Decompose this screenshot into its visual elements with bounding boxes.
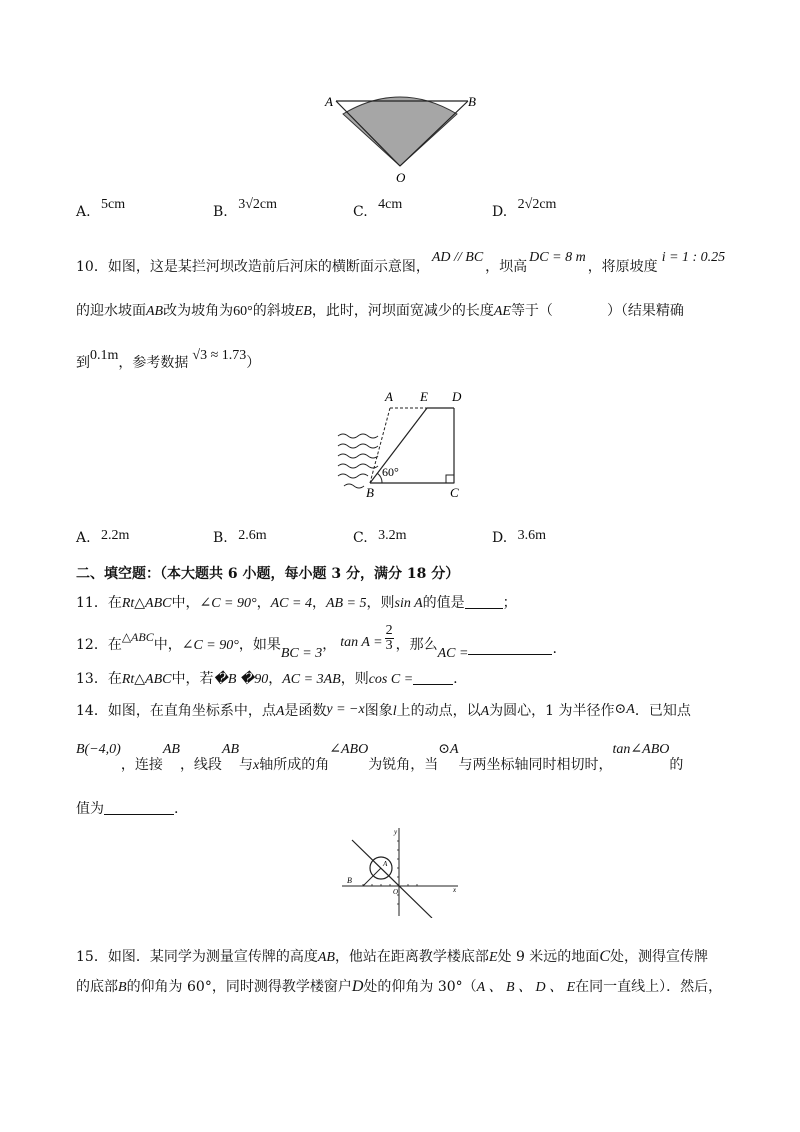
q10-option-d	[492, 530, 546, 547]
condition: AC = 4	[270, 596, 312, 611]
q14-text: ，线段	[179, 757, 222, 773]
slope-ratio: i = 1 : 0.25	[661, 250, 726, 265]
q10-text: ，参考数据	[118, 355, 189, 371]
line-l	[352, 840, 432, 918]
label-c: C	[450, 485, 459, 500]
option-value: 3√2cm	[238, 197, 277, 212]
q14-text: .	[174, 801, 179, 817]
option-letter: C.	[353, 530, 368, 546]
option-value: 2.2m	[101, 528, 130, 543]
q11-text: ，则	[366, 595, 395, 611]
answer-blank	[465, 594, 503, 609]
option-letter: B.	[213, 204, 228, 220]
point-e: E	[488, 950, 498, 965]
q14-text: 上的动点，以	[396, 703, 481, 719]
q12-text: ，如果	[238, 636, 281, 653]
q14-text: 14．如图，在直角坐标系中，点	[76, 703, 276, 719]
angle-abo: ∠ABO	[329, 742, 369, 757]
option-value: 3.2m	[378, 528, 407, 543]
segment-ab: AB	[146, 304, 164, 319]
q12-text: ，	[322, 636, 337, 653]
q12-text: 12．在	[76, 636, 122, 653]
q14-text: 值为	[76, 801, 104, 817]
shaded-sector	[343, 97, 457, 166]
q11-text: ，	[256, 595, 271, 611]
query: cos C =	[368, 672, 414, 687]
option-value: 4cm	[378, 197, 403, 212]
q15-text: 的底部	[76, 979, 118, 995]
triangle: Rt△ABC	[121, 672, 172, 687]
q13-text: .	[453, 671, 458, 687]
q14-text: 轴所成的角	[259, 757, 330, 773]
right-angle-mark	[446, 475, 454, 483]
circle-a: ⊙A	[438, 742, 459, 757]
triangle: △ABC	[121, 629, 154, 644]
label-o: O	[396, 170, 406, 185]
condition: AC = 3AB	[282, 672, 341, 687]
point-a: A	[480, 704, 490, 719]
sector-figure	[320, 90, 490, 185]
q13-text: ，则	[340, 671, 369, 687]
q14-text: ，连接	[120, 757, 163, 773]
segment-eb: EB	[294, 304, 312, 319]
label-y: y	[394, 828, 398, 836]
q15-text: 处 9 米远的地面	[497, 949, 600, 965]
q9-option-d	[492, 197, 557, 221]
point-d: D	[351, 978, 364, 995]
q10-text: ，坝高	[485, 259, 528, 275]
q10-text: 改为坡角为	[163, 303, 234, 319]
q10-text: 10．如图，这是某拦河坝改造前后河床的横断面示意图，	[76, 259, 430, 275]
label-o: O	[393, 888, 399, 896]
query: sin A	[394, 596, 423, 611]
option-value: 3.6m	[517, 528, 547, 543]
point-c: C	[599, 948, 610, 965]
q14-line-3	[76, 798, 178, 818]
segment-ab: AB	[317, 950, 335, 965]
option-letter: D.	[492, 204, 508, 220]
q10-text: ）	[246, 355, 261, 371]
q13-text: 13．在	[76, 671, 122, 687]
q15-text: 处的仰角为 30°（	[363, 979, 477, 995]
parallel-condition: AD // BC	[431, 250, 484, 265]
condition: BC = 3	[280, 645, 323, 661]
q10-text: ）（结果精确	[606, 303, 684, 319]
answer-blank	[104, 800, 174, 815]
q14-line-2	[76, 742, 683, 782]
point-b: B	[118, 980, 127, 995]
label-angle: 60°	[382, 465, 399, 479]
q10-line-2	[76, 300, 684, 320]
dam-height: DC = 8 m	[529, 250, 586, 265]
numerator: 2	[385, 623, 393, 638]
triangle: Rt△ABC	[121, 596, 172, 611]
precision: 0.1m	[90, 348, 119, 363]
q15-line-1	[76, 946, 708, 966]
point-list: A 、 B 、 D 、 E	[476, 980, 576, 995]
q15-text: 15．如图．某同学为测量宣传牌的高度	[76, 949, 318, 965]
tan-expression: tan A =	[340, 634, 383, 650]
q12-text: .	[552, 640, 557, 657]
option-value: 2.6m	[238, 528, 267, 543]
q10-text: ，将原坡度	[587, 259, 658, 275]
q10-option-c	[353, 530, 407, 547]
label-a: A	[325, 94, 333, 109]
option-letter: D.	[492, 530, 508, 546]
q10-line-1	[76, 250, 726, 276]
q14-text: 与	[239, 757, 254, 773]
q14-text: 是函数	[284, 703, 327, 719]
denominator: 3	[385, 638, 393, 653]
option-value: 2√2cm	[517, 197, 557, 212]
q10-text: 的迎水坡面	[76, 303, 146, 319]
q10-text: 到	[76, 355, 90, 371]
q11-text: ，	[311, 595, 326, 611]
question-11	[76, 592, 517, 612]
segment-ab: AB	[162, 742, 180, 757]
option-letter: B.	[213, 530, 228, 546]
line-l: l	[392, 704, 397, 719]
circle-a: ⊙A	[614, 702, 635, 717]
fraction	[385, 624, 394, 653]
question-13	[76, 668, 458, 688]
q10-option-b	[213, 530, 267, 547]
condition: AB = 5	[325, 596, 367, 611]
point-b: B(−4,0)	[76, 742, 121, 757]
segment-ab: AB	[221, 742, 240, 757]
label-e: E	[420, 389, 428, 404]
q9-option-b	[213, 197, 277, 221]
option-letter: A.	[76, 530, 91, 546]
label-a: A	[385, 389, 393, 404]
label-b: B	[366, 485, 374, 500]
q15-text: 处，测得宣传牌	[609, 949, 708, 965]
q14-text: ．已知点	[634, 703, 691, 719]
q14-text: 与两坐标轴同时相切时，	[458, 757, 613, 773]
q10-text: 的斜坡	[252, 303, 295, 319]
question-12	[76, 624, 557, 660]
q10-option-a	[76, 530, 129, 547]
q13-text: 中，若	[171, 671, 214, 687]
condition: ∠C = 90°	[181, 637, 239, 653]
label-d: D	[452, 389, 462, 404]
section-title: 二、填空题：（本大题共 6 小题，每小题 3 分，满分 18 分）	[76, 566, 460, 582]
reference-value: √3 ≈ 1.73	[192, 348, 247, 363]
segment-ab	[363, 868, 381, 886]
query: AC =	[437, 645, 469, 661]
point-a: A	[275, 704, 285, 719]
q14-text: 为圆心，1 为半径作	[489, 703, 615, 719]
tan-abo: tan∠ABO	[612, 742, 670, 757]
label-a: A	[383, 860, 388, 868]
function: y = −x	[326, 702, 365, 717]
q15-text: 在同一直线上）．然后，	[575, 979, 723, 995]
coordinate-figure	[340, 826, 460, 918]
angle-60: 60°	[233, 304, 253, 319]
answer-blank	[468, 640, 552, 655]
q9-option-a	[76, 197, 126, 221]
q11-text: 11．在	[76, 595, 122, 611]
q15-text: 的仰角为 60°，同时测得教学楼窗户	[126, 979, 352, 995]
label-b: B	[468, 94, 476, 109]
label-x: x	[453, 886, 457, 894]
q15-line-2	[76, 976, 722, 996]
answer-blank	[413, 670, 453, 685]
condition: �B �90	[213, 672, 269, 687]
axis-x: x	[253, 758, 260, 773]
q14-text: 图象	[364, 703, 393, 719]
condition: ∠C = 90°	[199, 596, 257, 611]
q9-option-c	[353, 197, 403, 221]
q14-text: 的	[669, 757, 684, 773]
q10-line-3	[76, 348, 261, 372]
dam-figure	[330, 386, 480, 502]
q11-text: ；	[502, 595, 517, 611]
q14-text: 为锐角，当	[368, 757, 439, 773]
q15-text: ，他站在距离教学楼底部	[334, 949, 489, 965]
q12-text: 中，	[153, 636, 182, 653]
option-value: 5cm	[101, 197, 126, 212]
q13-text: ，	[268, 671, 283, 687]
q14-line-1	[76, 700, 691, 720]
q10-text: 等于（	[510, 303, 553, 319]
segment-ae: AE	[493, 304, 511, 319]
q10-text: ，此时，河坝面宽减少的长度	[311, 303, 494, 319]
option-letter: C.	[353, 204, 368, 220]
option-letter: A.	[76, 204, 91, 220]
q11-text: 的值是	[422, 595, 465, 611]
q11-text: 中，	[171, 595, 200, 611]
q12-text: ，那么	[395, 636, 438, 653]
label-b: B	[347, 876, 352, 885]
